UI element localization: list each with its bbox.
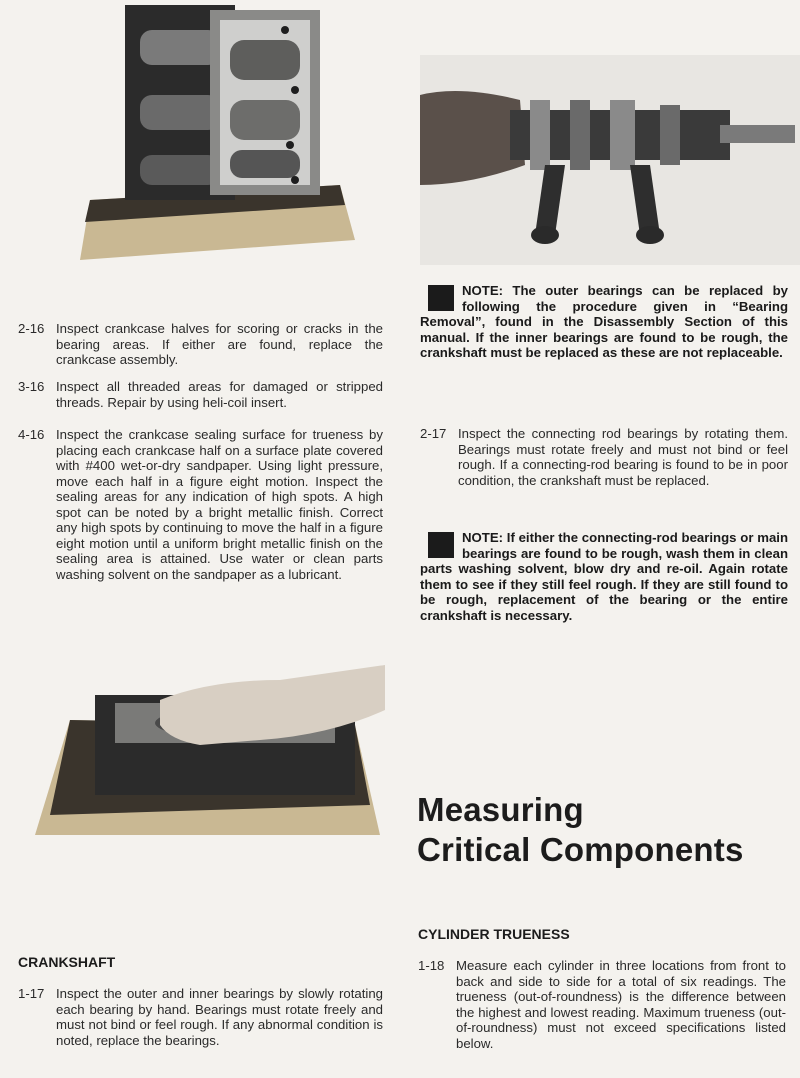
step-text: Inspect the crankcase sealing surface for trueness by placing each crankcase half on a surface plate covered with #400 wet-or-dry sandpaper. Using light pressure, move each half in a figure eight motion. Inspect the sealing areas for any indication of high spots. A high spot can be noted by a bright metallic finish. Correct any high spots by continuing to move the half in a figure eight motion until a uniform bright metallic finish on the sealing area is attained. Use water or clean parts washing solvent on the sandpaper as a lubricant.	[56, 427, 383, 582]
step-text: Inspect all threaded areas for damaged or stripped threads. Repair by using heli-coil insert.	[56, 379, 383, 410]
note-text: NOTE: If either the connecting-rod bearings or main bearings are found to be rough, wash them in clean parts washing solvent, blow dry and re-oil. Again rotate them to see if they still feel rough. If they are still found to be rough, replacement of the bearing or the entire crankshaft is necessary.	[420, 530, 788, 623]
step-text: Measure each cylinder in three locations from front to back and side to side for a total of six readings. The trueness (out-of-roundness) is the difference between the highest and lowest reading. Maximum trueness (out-of-roundness) must not exceed specifications listed below.	[456, 958, 786, 1051]
step-number: 1-17	[18, 986, 45, 1001]
step-text: Inspect the outer and inner bearings by slowly rotating each bearing by hand. Bearings must rotate freely and must not bind or feel rough. If any abnormal condition is noted, replace the bearings.	[56, 986, 383, 1048]
note-marker	[428, 285, 454, 311]
step-4-16	[18, 427, 383, 612]
note-text: NOTE: The outer bearings can be replaced by following the procedure given in “Bearing Removal”, found in the Disassembly Section of this manual. If the inner bearings are found to be rough, the crankshaft must be replaced as these are not replaceable.	[420, 283, 788, 360]
note-rough-bearings	[420, 530, 788, 623]
step-number: 2-16	[18, 321, 45, 336]
note-marker	[428, 532, 454, 558]
step-number: 1-18	[418, 958, 445, 973]
cylinder-trueness-title: CYLINDER TRUENESS	[418, 926, 570, 942]
crankcase-halves-photo	[70, 0, 360, 265]
heading-line-1: Measuring	[417, 791, 584, 828]
crankshaft-title: CRANKSHAFT	[18, 954, 116, 970]
step-number: 4-16	[18, 427, 45, 442]
crankshaft-photo	[420, 55, 800, 265]
step-2-16	[18, 321, 383, 371]
step-text: Inspect the connecting rod bearings by rotating them. Bearings must rotate freely and must not bind or feel rough. If a connecting-rod bearing is found to be in poor condition, the crankshaft must be replaced.	[458, 426, 788, 488]
step-number: 3-16	[18, 379, 45, 394]
step-2-17	[420, 426, 788, 506]
step-1-17	[18, 986, 383, 1066]
surface-plate-photo	[30, 655, 385, 850]
step-number: 2-17	[420, 426, 447, 441]
note-outer-bearings	[420, 283, 788, 361]
section-heading	[417, 790, 797, 870]
step-1-18	[418, 958, 786, 1058]
step-3-16	[18, 379, 383, 413]
step-text: Inspect crankcase halves for scoring or cracks in the bearing areas. If either are found, replace the crankcase assembly.	[56, 321, 383, 367]
heading-line-2: Critical Components	[417, 831, 744, 868]
